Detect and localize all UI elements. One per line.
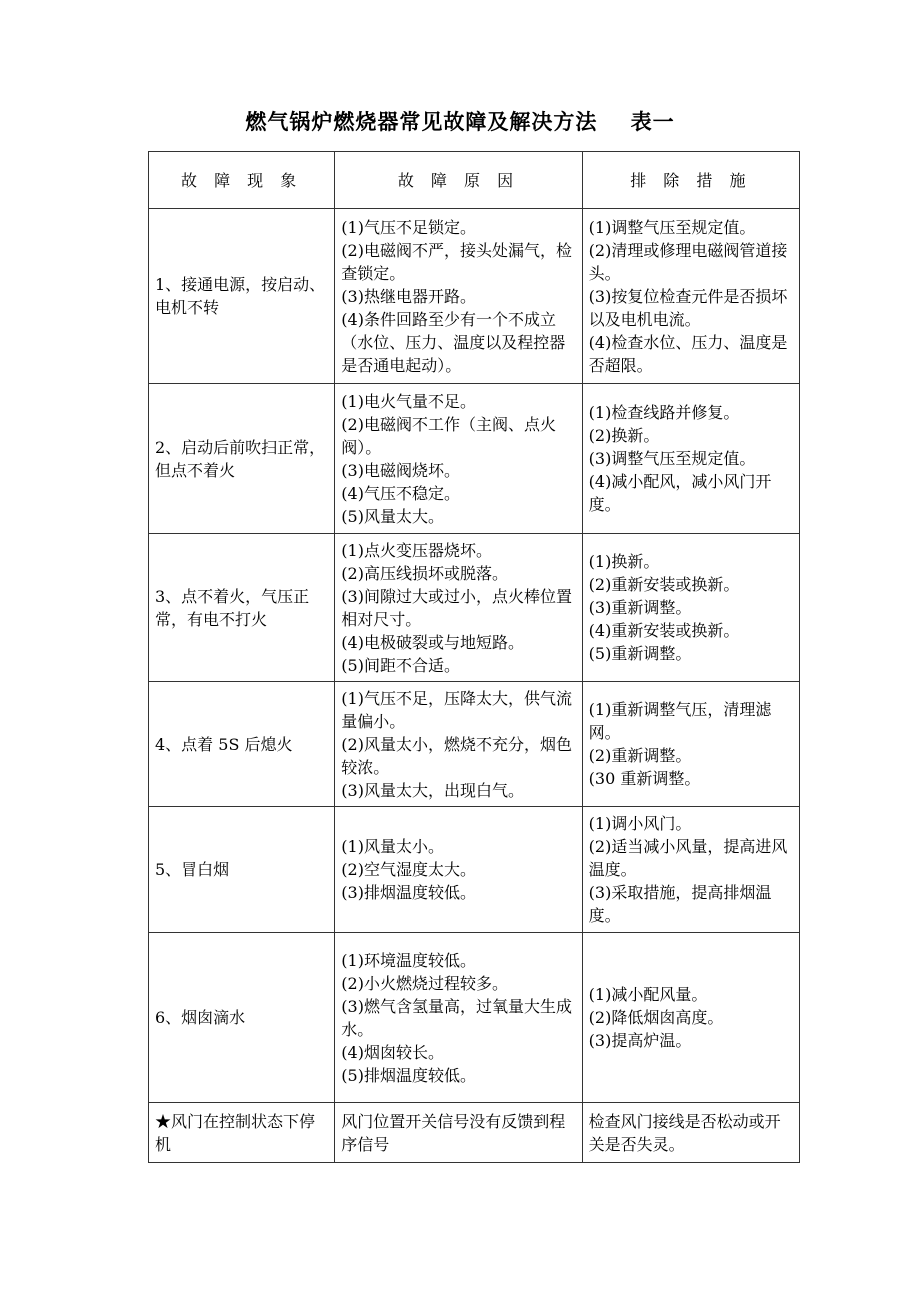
solution-item: (3)调整气压至规定值。: [588, 449, 756, 468]
solution-item: (2)换新。: [588, 426, 660, 445]
cause-item: (1)气压不足，压降太大，供气流量偏小。: [341, 688, 572, 731]
cause-item: (5)风量太大。: [341, 506, 444, 526]
fault-table: [148, 151, 800, 1163]
cause-item: (4)烟囱较长。: [341, 1042, 444, 1062]
solution-item: (30 重新调整。: [588, 769, 701, 788]
solution-item: 检查风门接线是否松动或开关是否失灵。: [588, 1111, 781, 1154]
solution-item: (1)调整气压至规定值。: [588, 217, 756, 237]
table-row: [149, 933, 800, 1103]
cause-item: (1)风量太小。: [341, 837, 444, 856]
cause-item: 风门位置开关信号没有反馈到程序信号: [341, 1111, 566, 1154]
solution-cell: [582, 1103, 799, 1163]
symptom-cell: ★风门在控制状态下停机: [149, 1103, 335, 1163]
cause-cell: [335, 1103, 582, 1163]
table-row: [149, 1103, 800, 1163]
cause-item: (5)排烟温度较低。: [341, 1065, 476, 1085]
solution-cell: [582, 682, 799, 807]
cause-item: (4)电极破裂或与地短路。: [341, 632, 524, 652]
fault-table-body: [149, 209, 800, 1163]
cause-cell: [335, 534, 582, 682]
cause-cell: [335, 807, 582, 933]
solution-item: (2)重新调整。: [588, 746, 692, 765]
cause-item: (3)热继电器开路。: [341, 286, 476, 306]
table-row: [149, 209, 800, 384]
cause-item: (2)电磁阀不严，接头处漏气，检查锁定。: [341, 240, 572, 283]
solution-item: (2)重新安装或换新。: [588, 575, 740, 594]
solution-item: (3)按复位检查元件是否损坏以及电机电流。: [588, 286, 788, 329]
symptom-cell: 6、烟囱滴水: [149, 933, 335, 1103]
solution-item: (1)调小风门。: [588, 814, 692, 833]
solution-item: (2)适当减小风量，提高进风温度。: [588, 837, 788, 879]
cause-item: (3)电磁阀烧坏。: [341, 460, 460, 480]
solution-item: (3)采取措施，提高排烟温度。: [588, 883, 772, 925]
solution-cell: [582, 534, 799, 682]
header-solution: 排 除 措 施: [582, 152, 799, 209]
table-row: [149, 682, 800, 807]
cause-item: (3)燃气含氢量高，过氧量大生成水。: [341, 996, 572, 1039]
cause-item: (1)电火气量不足。: [341, 391, 476, 411]
cause-item: (2)空气湿度太大。: [341, 860, 476, 879]
solution-item: (3)重新调整。: [588, 598, 692, 617]
cause-item: (3)间隙过大或过小，点火棒位置相对尺寸。: [341, 586, 572, 629]
solution-cell: [582, 384, 799, 534]
solution-cell: [582, 807, 799, 933]
symptom-cell: 4、点着 5S 后熄火: [149, 682, 335, 807]
page-title: 燃气锅炉燃烧器常见故障及解决方法 表一: [245, 109, 675, 134]
solution-item: (1)换新。: [588, 552, 660, 571]
table-header-row: [149, 152, 800, 209]
header-cause: 故 障 原 因: [335, 152, 582, 209]
solution-item: (4)重新安装或换新。: [588, 621, 740, 640]
cause-item: (1)气压不足锁定。: [341, 217, 476, 237]
table-row: [149, 807, 800, 933]
cause-item: (1)环境温度较低。: [341, 950, 476, 970]
solution-item: (2)降低烟囱高度。: [588, 1008, 724, 1027]
table-row: [149, 534, 800, 682]
solution-cell: [582, 933, 799, 1103]
solution-item: (4)检查水位、压力、温度是否超限。: [588, 332, 788, 375]
solution-item: (1)重新调整气压，清理滤网。: [588, 700, 772, 742]
cause-cell: [335, 384, 582, 534]
cause-item: (3)排烟温度较低。: [341, 883, 476, 902]
table-row: [149, 384, 800, 534]
solution-item: (1)检查线路并修复。: [588, 403, 740, 422]
solution-item: (5)重新调整。: [588, 644, 692, 663]
cause-item: (2)小火燃烧过程较多。: [341, 973, 508, 993]
cause-item: (2)风量太小，燃烧不充分，烟色较浓。: [341, 734, 572, 777]
solution-item: (2)清理或修理电磁阀管道接头。: [588, 240, 788, 283]
solution-item: (1)减小配风量。: [588, 985, 708, 1004]
solution-cell: [582, 209, 799, 384]
cause-item: (5)间距不合适。: [341, 655, 460, 675]
header-symptom: 故 障 现 象: [149, 152, 335, 209]
symptom-cell: 1、接通电源，按启动、电机不转: [149, 209, 335, 384]
solution-item: (4)减小配风，减小风门开度。: [588, 472, 772, 514]
cause-item: (2)电磁阀不工作（主阀、点火阀）。: [341, 414, 556, 457]
cause-cell: [335, 682, 582, 807]
cause-item: (2)高压线损坏或脱落。: [341, 563, 508, 583]
symptom-cell: 2、启动后前吹扫正常，但点不着火: [149, 384, 335, 534]
cause-item: (4)气压不稳定。: [341, 483, 460, 503]
cause-item: (3)风量太大，出现白气。: [341, 780, 524, 800]
cause-cell: [335, 209, 582, 384]
solution-item: (3)提高炉温。: [588, 1031, 692, 1050]
cause-item: (1)点火变压器烧坏。: [341, 540, 492, 560]
symptom-cell: 3、点不着火，气压正常，有电不打火: [149, 534, 335, 682]
symptom-cell: 5、冒白烟: [149, 807, 335, 933]
cause-cell: [335, 933, 582, 1103]
cause-item: (4)条件回路至少有一个不成立（水位、压力、温度以及程控器是否通电起动）。: [341, 309, 566, 375]
